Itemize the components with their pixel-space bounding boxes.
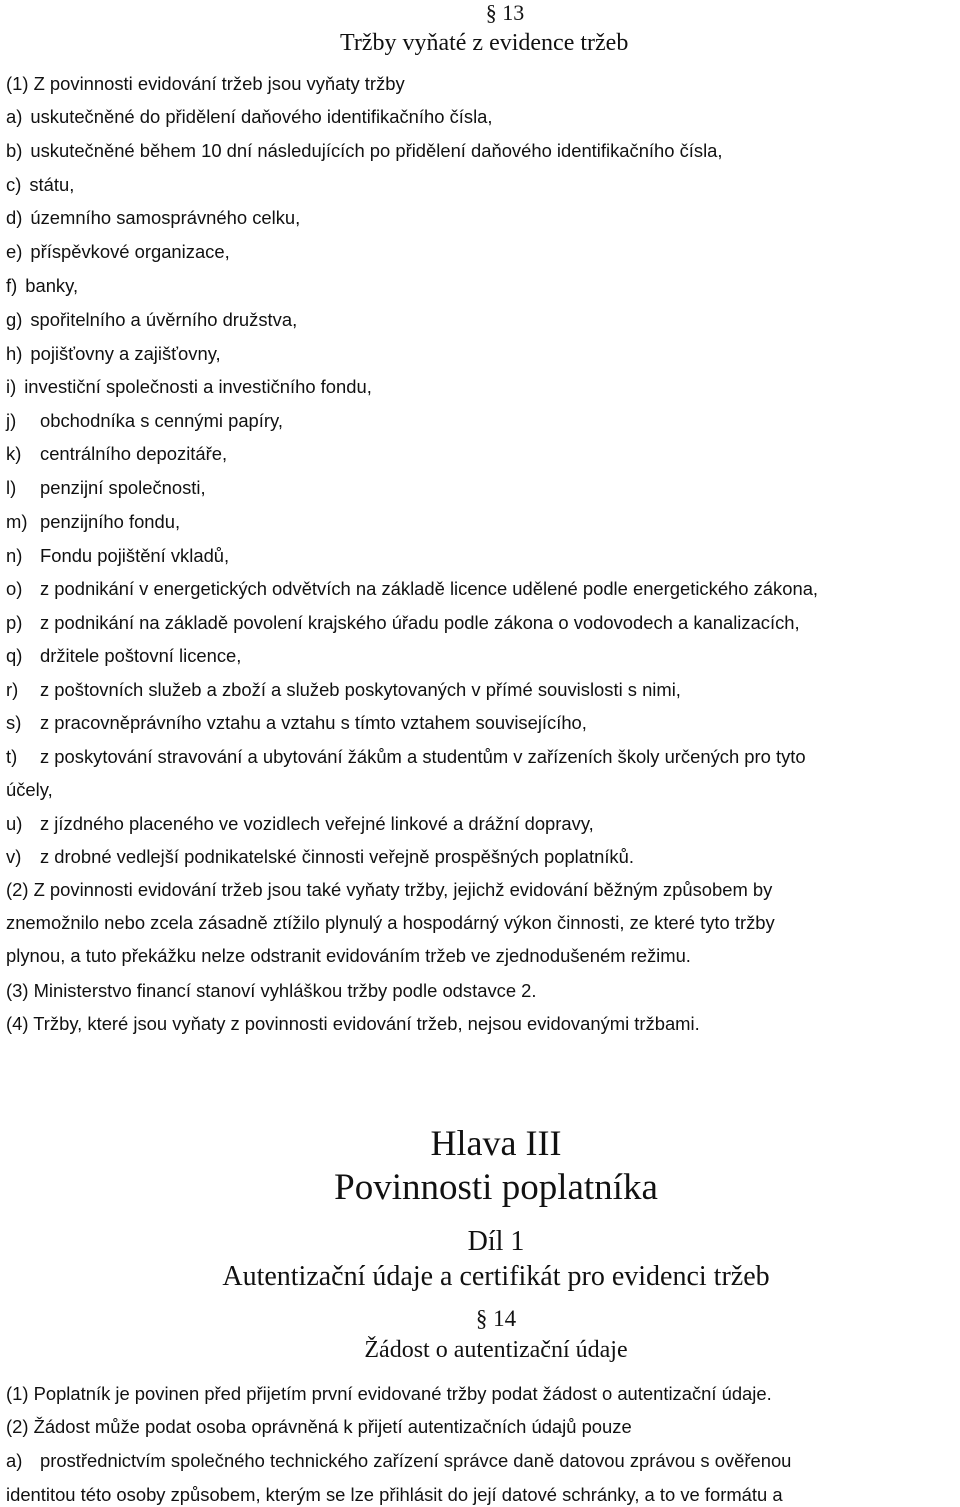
list-item-label: k): [6, 443, 22, 464]
list-item-label: h): [6, 343, 23, 364]
list-item: [6, 311, 297, 329]
list-item: [6, 108, 493, 126]
section-13-paragraph-2-line-3: plynou, a tuto překážku nelze odstranit evidováním tržeb ve zjednodušeném režimu.: [6, 945, 691, 966]
list-item-label: a): [6, 1450, 23, 1471]
list-item: [6, 345, 221, 363]
list-item-text: prostřednictvím společného technického zařízení správce daně datovou zprávou s ověřenou: [40, 1450, 792, 1471]
dil-number: Díl 1: [467, 1226, 525, 1257]
list-item-label: b): [6, 140, 23, 161]
list-item-text: centrálního depozitáře,: [40, 443, 228, 464]
list-item-label: m): [6, 511, 28, 532]
section-14-paragraph-1: (1) Poplatník je povinen před přijetím první evidované tržby podat žádost o autentizační údaje.: [6, 1383, 772, 1404]
list-item: [6, 681, 681, 699]
dil-title: Autentizační údaje a certifikát pro evidenci tržeb: [222, 1261, 770, 1292]
section-13-paragraph-1: (1) Z povinnosti evidování tržeb jsou vyňaty tržby: [6, 73, 405, 94]
hlava-number: Hlava III: [430, 1123, 562, 1163]
section-13-paragraph-2-line-2: znemožnilo nebo zcela zásadně ztížilo plynulý a hospodárný výkon činnosti, ze které tyto tržby: [6, 912, 775, 933]
list-item-label: o): [6, 578, 23, 599]
list-item: [6, 748, 806, 766]
list-item-text: spořitelního a úvěrního družstva,: [30, 309, 298, 330]
list-item-text: příspěvkové organizace,: [30, 241, 230, 262]
list-item-label: q): [6, 645, 23, 666]
list-item-label: v): [6, 846, 22, 867]
list-item-label: f): [6, 275, 18, 296]
list-item: [6, 445, 227, 463]
hlava-title: Povinnosti poplatníka: [334, 1167, 658, 1208]
list-item-label: j): [6, 410, 17, 431]
list-item-text: z poskytování stravování a ubytování žákům a studentům v zařízeních školy určených pro tyto: [40, 746, 806, 767]
list-item: [6, 243, 230, 261]
list-item: [6, 647, 241, 665]
list-item-text: z podnikání na základě povolení krajského úřadu podle zákona o vodovodech a kanalizacích,: [40, 612, 800, 633]
list-item-text: penzijní společnosti,: [40, 477, 206, 498]
section-13-paragraph-4: (4) Tržby, které jsou vyňaty z povinnosti evidování tržeb, nejsou evidovanými tržbami.: [6, 1013, 700, 1034]
list-item-text: státu,: [29, 174, 75, 195]
list-item: [6, 580, 818, 598]
section-13-paragraph-2-line-1: (2) Z povinnosti evidování tržeb jsou také vyňaty tržby, jejichž evidování běžným způsobem by: [6, 879, 773, 900]
section-14-title: Žádost o autentizační údaje: [364, 1337, 628, 1363]
list-item-text: z podnikání v energetických odvětvích na základě licence udělené podle energetického zákona,: [40, 578, 819, 599]
list-item: [6, 209, 300, 227]
list-item-label: u): [6, 813, 23, 834]
list-item-label: a): [6, 106, 23, 127]
list-item-text: investiční společnosti a investičního fondu,: [24, 376, 372, 397]
list-item-label: p): [6, 612, 23, 633]
list-item-label: g): [6, 309, 23, 330]
list-item-text: Fondu pojištění vkladů,: [40, 545, 230, 566]
list-item-text: z drobné vedlejší podnikatelské činnosti veřejně prospěšných poplatníků.: [40, 846, 634, 867]
list-item-text: účely,: [6, 779, 53, 800]
list-item: [6, 547, 229, 565]
list-item: [6, 848, 634, 866]
list-item-text: z jízdného placeného ve vozidlech veřejné linkové a drážní dopravy,: [40, 813, 594, 834]
list-item: [6, 142, 723, 160]
list-item-label: n): [6, 545, 23, 566]
list-item-label: r): [6, 679, 19, 700]
section-13-title: Tržby vyňaté z evidence tržeb: [340, 30, 629, 56]
list-item: [6, 714, 587, 732]
list-item: [6, 614, 800, 632]
list-item: [6, 176, 74, 194]
list-item-label: e): [6, 241, 23, 262]
list-item-text: uskutečněné během 10 dní následujících po přidělení daňového identifikačního čísla,: [30, 140, 723, 161]
list-item-label: c): [6, 174, 22, 195]
list-item: [6, 815, 594, 833]
section-13-number: § 13: [485, 0, 525, 25]
list-item-text: banky,: [25, 275, 79, 296]
list-item-label: l): [6, 477, 17, 498]
list-item-text: držitele poštovní licence,: [40, 645, 242, 666]
list-item-text: z poštovních služeb a zboží a služeb poskytovaných v přímé souvislosti s nimi,: [40, 679, 681, 700]
list-item-label: s): [6, 712, 22, 733]
list-item: [6, 412, 283, 430]
section-14-number: § 14: [475, 1306, 517, 1331]
list-item-text: penzijního fondu,: [40, 511, 181, 532]
list-item-text: pojišťovny a zajišťovny,: [30, 343, 221, 364]
list-item: [6, 479, 206, 497]
section-14-paragraph-2: (2) Žádost může podat osoba oprávněná k přijetí autentizačních údajů pouze: [6, 1416, 632, 1437]
list-item: [6, 513, 180, 531]
section-14-tail-line: identitou této osoby způsobem, kterým se lze přihlásit do její datové schránky, a to ve formátu a: [6, 1484, 783, 1505]
list-item: [6, 781, 53, 799]
section-14-list-item-a: [6, 1452, 791, 1470]
list-item-label: i): [6, 376, 17, 397]
list-item: [6, 378, 372, 396]
list-item-text: uskutečněné do přidělení daňového identifikačního čísla,: [30, 106, 493, 127]
section-13-paragraph-3: (3) Ministerstvo financí stanoví vyhláškou tržby podle odstavce 2.: [6, 980, 537, 1001]
list-item-label: t): [6, 746, 18, 767]
list-item-text: z pracovněprávního vztahu a vztahu s tímto vztahem souvisejícího,: [40, 712, 587, 733]
list-item-label: d): [6, 207, 23, 228]
list-item: [6, 277, 78, 295]
list-item-text: obchodníka s cennými papíry,: [40, 410, 283, 431]
list-item-text: územního samosprávného celku,: [30, 207, 301, 228]
